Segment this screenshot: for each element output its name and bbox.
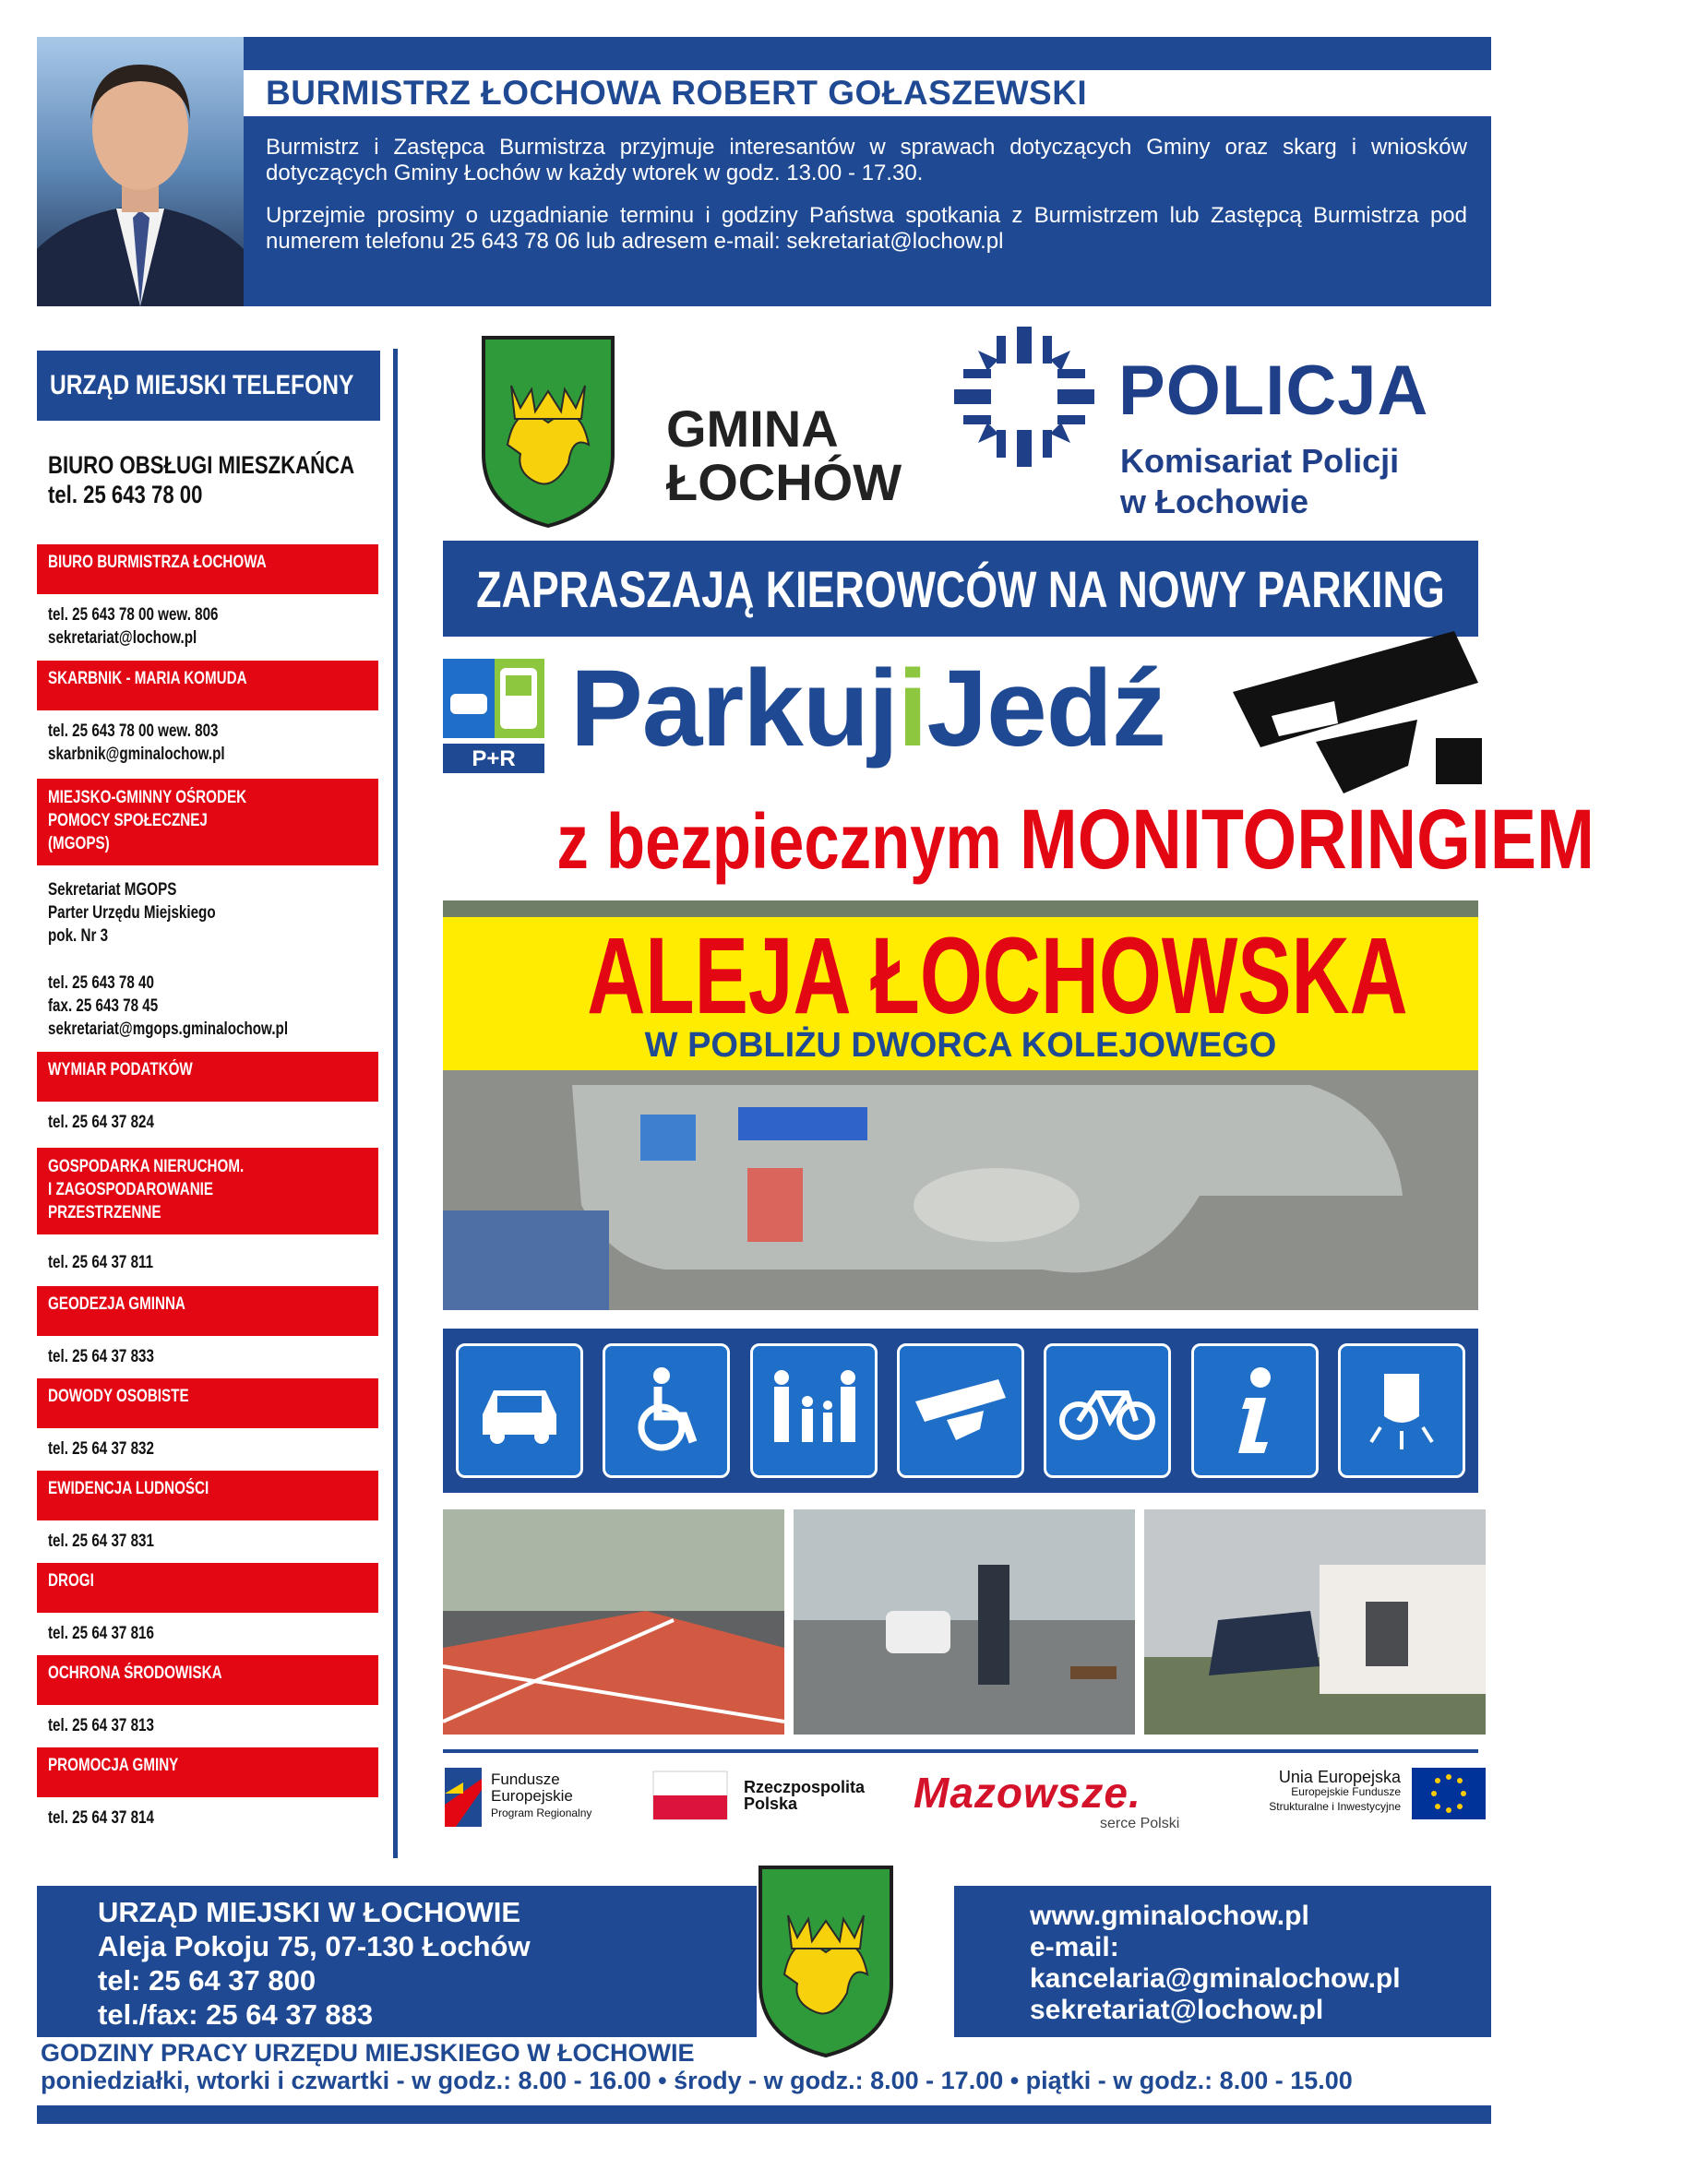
- sidebar-section-label: DOWODY OSOBISTE: [37, 1378, 378, 1428]
- sidebar-section-label: OCHRONA ŚRODOWISKA: [37, 1655, 378, 1705]
- family-icon: [750, 1343, 878, 1478]
- photo-solar-panel: [1144, 1509, 1486, 1735]
- footer-office-info: URZĄD MIEJSKI W ŁOCHOWIE Aleja Pokoju 75, 07-130 Łochów tel: 25 64 37 800 tel./fax: 25 64 37 883: [37, 1886, 757, 2037]
- sidebar-section-info: tel. 25 64 37 811: [48, 1253, 154, 1272]
- sidebar-section-label: EWIDENCJA LUDNOŚCI: [37, 1471, 378, 1520]
- sidebar-section-info: tel. 25 64 37 816: [48, 1624, 154, 1643]
- info-paragraph: Uprzejmie prosimy o uzgadnianie terminu i godziny Państwa spotkania z Burmistrzem lub Zastępcą Burmistrza pod numerem telefonu 25 643 78 06 lub adresem e-mail: sekretariat@lochow.pl: [266, 203, 1467, 254]
- sidebar-bom: BIURO OBSŁUGI MIESZKAŃCA tel. 25 643 78 00: [48, 451, 355, 508]
- pr-label: P+R: [472, 746, 516, 771]
- alley-subtitle: W POBLIŻU DWORCA KOLEJOWEGO: [644, 1026, 1277, 1065]
- wheelchair-icon: [603, 1343, 730, 1478]
- sidebar-section-info: tel. 25 64 37 813: [48, 1716, 154, 1735]
- camera-icon: [897, 1343, 1024, 1478]
- photo-family-parking: [443, 1509, 784, 1735]
- surveillance-camera-icon: [1224, 627, 1491, 803]
- police-star-icon: [950, 323, 1098, 471]
- mayor-title: BURMISTRZ ŁOCHOWA ROBERT GOŁASZEWSKI: [266, 74, 1088, 112]
- alley-title: ALEJA ŁOCHOWSKA: [587, 915, 1408, 1037]
- sponsor-divider: [443, 1749, 1478, 1753]
- hours-line: poniedziałki, wtorki i czwartki - w godz.: 8.00 - 16.00 • środy - w godz.: 8.00 - 17.00 • piątki - w godz.: 8.00 - 15.00: [41, 2067, 1353, 2094]
- sidebar-section-label: MIEJSKO-GMINNY OŚRODEK POMOCY SPOŁECZNEJ (MGOPS): [37, 779, 378, 865]
- mayor-photo: [37, 37, 244, 306]
- sidebar-title: URZĄD MIEJSKI TELEFONY: [37, 351, 380, 421]
- car-icon: [456, 1343, 583, 1478]
- lamp-icon: [1338, 1343, 1465, 1478]
- sidebar-section-info: tel. 25 64 37 824: [48, 1113, 154, 1132]
- photo-ticket-machine: [794, 1509, 1135, 1735]
- gmina-name: GMINA ŁOCHÓW: [666, 399, 902, 511]
- email-link[interactable]: kancelaria@gminalochow.pl: [1030, 1963, 1401, 1994]
- sidebar-section-label: GEODEZJA GMINNA: [37, 1286, 378, 1336]
- amenities-row: [443, 1329, 1478, 1493]
- bottom-bar: [37, 2105, 1491, 2124]
- sidebar-section-label: SKARBNIK - MARIA KOMUDA: [37, 661, 378, 710]
- police-title: POLICJA: [1118, 352, 1429, 430]
- sidebar-section-label: PROMOCJA GMINY: [37, 1747, 378, 1797]
- sidebar-section-label: DROGI: [37, 1563, 378, 1613]
- sidebar-section-info: tel. 25 64 37 831: [48, 1532, 154, 1551]
- police-subtitle: Komisariat Policji w Łochowie: [1120, 442, 1400, 520]
- vertical-divider: [393, 349, 398, 1858]
- mazowsze-logo: Mazowsze. serce Polski: [914, 1769, 1180, 1831]
- sidebar-section-label: WYMIAR PODATKÓW: [37, 1052, 378, 1102]
- email-link[interactable]: sekretariat@lochow.pl: [1030, 1995, 1324, 2025]
- sidebar-section-label: BIURO BURMISTRZA ŁOCHOWA: [37, 544, 378, 594]
- bicycle-icon: [1044, 1343, 1171, 1478]
- sidebar-section-info: tel. 25 64 37 833: [48, 1347, 154, 1366]
- parkuj-i-jedz-brand: ParkujiJedź: [570, 648, 1165, 769]
- header-top-bar: [37, 37, 1491, 70]
- gmina-coat-of-arms: [480, 334, 616, 530]
- sidebar-section-info: tel. 25 643 78 00 wew. 803 skarbnik@gminalochow.pl: [48, 721, 225, 764]
- sidebar-section-label: GOSPODARKA NIERUCHOM. I ZAGOSPODAROWANIE PRZESTRZENNE: [37, 1148, 378, 1234]
- gmina-coat-of-arms-footer: [757, 1864, 895, 2059]
- info-icon: [1191, 1343, 1319, 1478]
- info-paragraph: Burmistrz i Zastępca Burmistrza przyjmuje interesantów w sprawach dotyczących Gminy oraz skarg i wniosków dotyczących Gminy Łochów w każdy wtorek w godz. 13.00 - 17.30.: [266, 135, 1467, 185]
- hours-title: GODZINY PRACY URZĘDU MIEJSKIEGO W ŁOCHOWIE: [41, 2039, 695, 2067]
- sidebar-section-info: tel. 25 643 78 00 wew. 806 sekretariat@lochow.pl: [48, 605, 219, 648]
- safe-monitoring-line: z bezpiecznym MONITORINGIEM: [556, 793, 1595, 887]
- website-link[interactable]: www.gminalochow.pl: [1030, 1901, 1309, 1931]
- sidebar-section-info: tel. 25 64 37 814: [48, 1808, 154, 1828]
- invite-banner: ZAPRASZAJĄ KIEROWCÓW NA NOWY PARKING: [443, 541, 1478, 637]
- footer-contact-info: www.gminalochow.pl e-mail: kancelaria@gminalochow.pl sekretariat@lochow.pl: [954, 1886, 1491, 2037]
- mayor-info-panel: [244, 116, 1491, 306]
- sidebar-section-info: tel. 25 64 37 832: [48, 1439, 154, 1459]
- park-and-ride-icon: [443, 659, 544, 773]
- sidebar-section-info: Sekretariat MGOPS Parter Urzędu Miejskiego pok. Nr 3 tel. 25 643 78 40 fax. 25 643 78 45 sekretariat@mgops.gminalochow.pl: [48, 880, 289, 1039]
